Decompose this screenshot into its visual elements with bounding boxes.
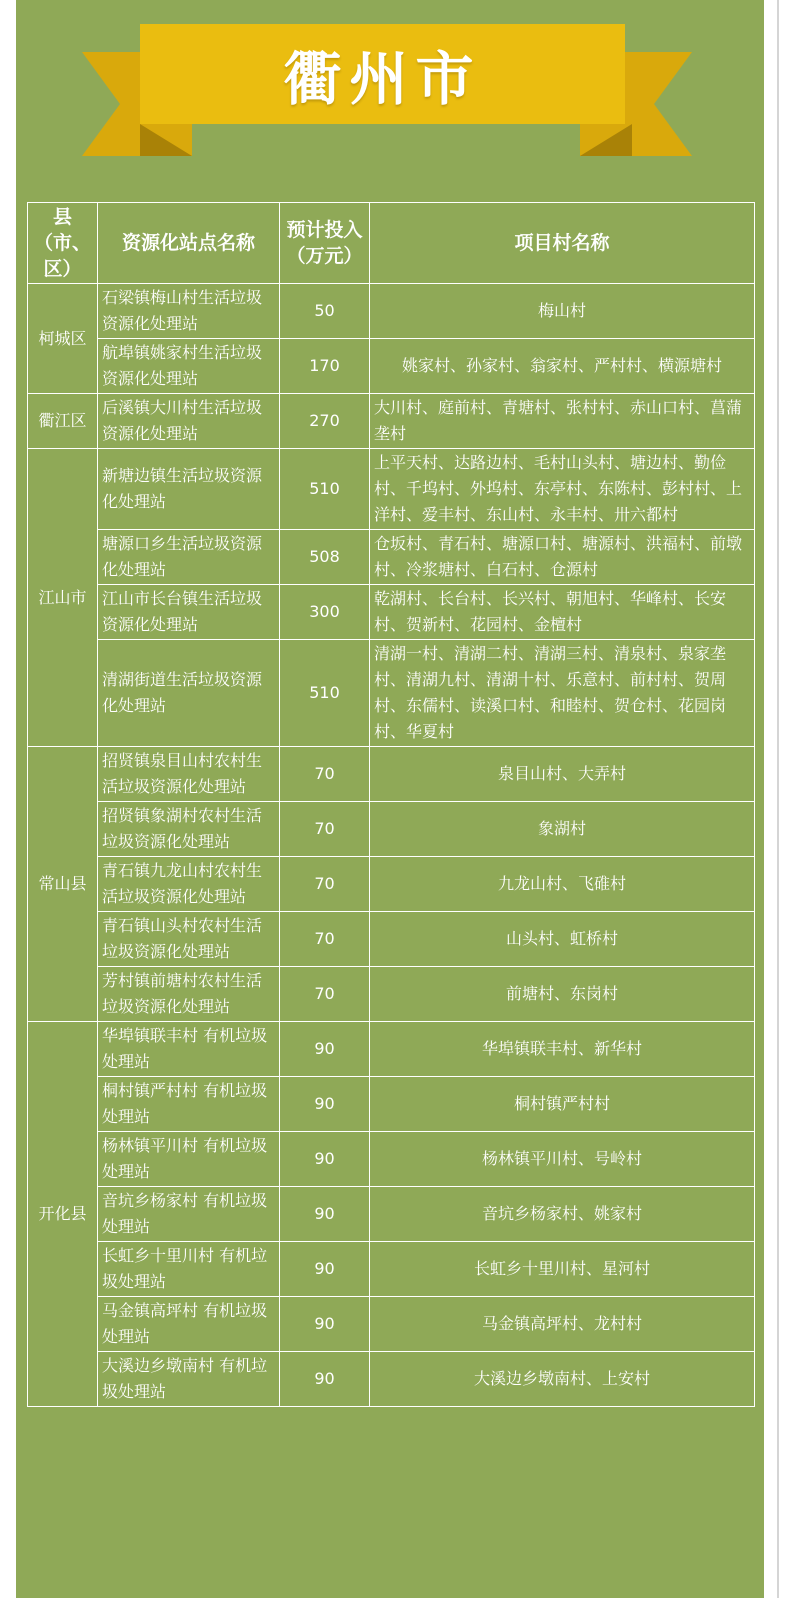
villages-cell: 泉目山村、大弄村: [370, 747, 755, 802]
table-row: [28, 967, 755, 1022]
station-table: [27, 202, 755, 1407]
table-row: [28, 1022, 755, 1077]
table-row: [28, 339, 755, 394]
table-row: [28, 1187, 755, 1242]
site-name-cell: 马金镇高坪村 有机垃圾处理站: [98, 1297, 280, 1352]
page-title: 衢州市: [283, 45, 482, 113]
investment-cell: 300: [280, 585, 370, 640]
villages-cell: 山头村、虹桥村: [370, 912, 755, 967]
county-cell: 常山县: [28, 747, 98, 1022]
investment-cell: 50: [280, 284, 370, 339]
county-cell: 开化县: [28, 1022, 98, 1407]
villages-cell: 华埠镇联丰村、新华村: [370, 1022, 755, 1077]
site-name-cell: 青石镇九龙山村农村生活垃圾资源化处理站: [98, 857, 280, 912]
table-row: [28, 1297, 755, 1352]
site-name-cell: 航埠镇姚家村生活垃圾资源化处理站: [98, 339, 280, 394]
county-cell: 衢江区: [28, 394, 98, 449]
site-name-cell: 招贤镇象湖村农村生活垃圾资源化处理站: [98, 802, 280, 857]
villages-cell: 清湖一村、清湖二村、清湖三村、清泉村、泉家垄村、清湖九村、清湖十村、乐意村、前村村、贺周村、东儒村、读溪口村、和睦村、贺仓村、花园岗村、华夏村: [370, 640, 755, 747]
investment-cell: 90: [280, 1352, 370, 1407]
investment-cell: 90: [280, 1242, 370, 1297]
right-margin: [764, 0, 800, 1598]
table-row: [28, 1242, 755, 1297]
investment-cell: 90: [280, 1022, 370, 1077]
investment-cell: 70: [280, 967, 370, 1022]
site-name-cell: 音坑乡杨家村 有机垃圾处理站: [98, 1187, 280, 1242]
villages-cell: 音坑乡杨家村、姚家村: [370, 1187, 755, 1242]
investment-cell: 70: [280, 857, 370, 912]
header-villages: 项目村名称: [370, 203, 755, 284]
site-name-cell: 长虹乡十里川村 有机垃圾处理站: [98, 1242, 280, 1297]
investment-cell: 70: [280, 912, 370, 967]
table-row: [28, 857, 755, 912]
site-name-cell: 芳村镇前塘村农村生活垃圾资源化处理站: [98, 967, 280, 1022]
site-name-cell: 石梁镇梅山村生活垃圾资源化处理站: [98, 284, 280, 339]
investment-cell: 90: [280, 1297, 370, 1352]
site-name-cell: 新塘边镇生活垃圾资源化处理站: [98, 449, 280, 530]
table-row: [28, 640, 755, 747]
site-name-cell: 招贤镇泉目山村农村生活垃圾资源化处理站: [98, 747, 280, 802]
table-row: [28, 394, 755, 449]
table-row: [28, 449, 755, 530]
villages-cell: 象湖村: [370, 802, 755, 857]
villages-cell: 桐村镇严村村: [370, 1077, 755, 1132]
investment-cell: 508: [280, 530, 370, 585]
site-name-cell: 大溪边乡墩南村 有机垃圾处理站: [98, 1352, 280, 1407]
villages-cell: 仓坂村、青石村、塘源口村、塘源村、洪福村、前墩村、冷浆塘村、白石村、仓源村: [370, 530, 755, 585]
left-margin: [0, 0, 16, 1598]
site-name-cell: 江山市长台镇生活垃圾资源化处理站: [98, 585, 280, 640]
header-county: 县（市、区）: [28, 203, 98, 284]
villages-cell: 姚家村、孙家村、翁家村、严村村、横源塘村: [370, 339, 755, 394]
investment-cell: 90: [280, 1132, 370, 1187]
site-name-cell: 后溪镇大川村生活垃圾资源化处理站: [98, 394, 280, 449]
investment-cell: 70: [280, 802, 370, 857]
site-name-cell: 青石镇山头村农村生活垃圾资源化处理站: [98, 912, 280, 967]
investment-cell: 270: [280, 394, 370, 449]
header-invest: 预计投入（万元）: [280, 203, 370, 284]
villages-cell: 长虹乡十里川村、星河村: [370, 1242, 755, 1297]
table-row: [28, 802, 755, 857]
site-name-cell: 华埠镇联丰村 有机垃圾处理站: [98, 1022, 280, 1077]
site-name-cell: 塘源口乡生活垃圾资源化处理站: [98, 530, 280, 585]
table-row: [28, 747, 755, 802]
county-cell: 江山市: [28, 449, 98, 747]
table-row: [28, 1352, 755, 1407]
header-site: 资源化站点名称: [98, 203, 280, 284]
villages-cell: 大溪边乡墩南村、上安村: [370, 1352, 755, 1407]
investment-cell: 510: [280, 640, 370, 747]
villages-cell: 大川村、庭前村、青塘村、张村村、赤山口村、菖蒲垄村: [370, 394, 755, 449]
investment-cell: 90: [280, 1077, 370, 1132]
villages-cell: 杨林镇平川村、号岭村: [370, 1132, 755, 1187]
table-row: [28, 912, 755, 967]
investment-cell: 70: [280, 747, 370, 802]
table-row: [28, 1132, 755, 1187]
villages-cell: 马金镇高坪村、龙村村: [370, 1297, 755, 1352]
villages-cell: 九龙山村、飞碓村: [370, 857, 755, 912]
table-row: [28, 585, 755, 640]
investment-cell: 170: [280, 339, 370, 394]
investment-cell: 90: [280, 1187, 370, 1242]
scroll-edge: [777, 0, 779, 1598]
investment-cell: 510: [280, 449, 370, 530]
villages-cell: 梅山村: [370, 284, 755, 339]
villages-cell: 上平天村、达路边村、毛村山头村、塘边村、勤俭村、千坞村、外坞村、东亭村、东陈村、彭村村、上洋村、爱丰村、东山村、永丰村、卅六都村: [370, 449, 755, 530]
villages-cell: 乾湖村、长台村、长兴村、朝旭村、华峰村、长安村、贺新村、花园村、金檀村: [370, 585, 755, 640]
site-name-cell: 清湖街道生活垃圾资源化处理站: [98, 640, 280, 747]
villages-cell: 前塘村、东岗村: [370, 967, 755, 1022]
site-name-cell: 桐村镇严村村 有机垃圾处理站: [98, 1077, 280, 1132]
table-row: [28, 284, 755, 339]
table-row: [28, 1077, 755, 1132]
county-cell: 柯城区: [28, 284, 98, 394]
site-name-cell: 杨林镇平川村 有机垃圾处理站: [98, 1132, 280, 1187]
table-header-row: [28, 203, 755, 284]
title-banner: [140, 24, 625, 124]
table-row: [28, 530, 755, 585]
